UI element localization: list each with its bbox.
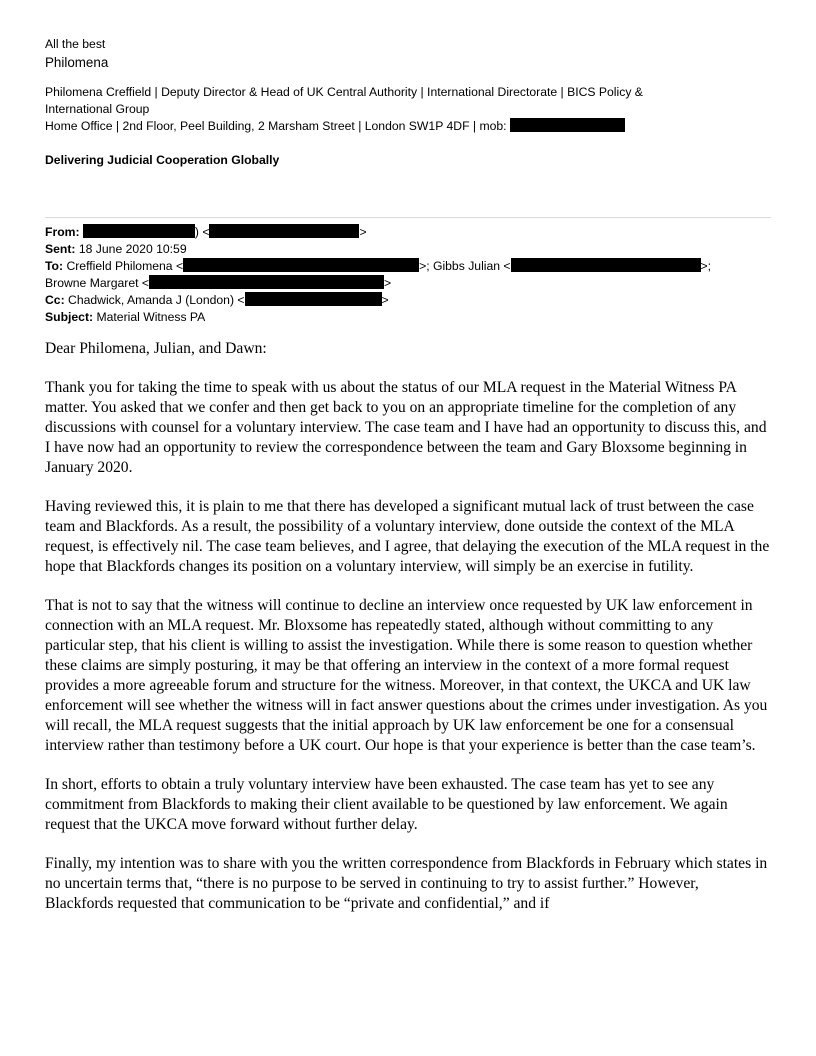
from-label: From: <box>45 225 80 239</box>
redaction-block <box>209 224 359 238</box>
subject-label: Subject: <box>45 310 94 324</box>
from-line <box>45 224 771 241</box>
email-body <box>45 378 771 914</box>
to-line <box>45 258 771 275</box>
cc-end: > <box>381 293 389 307</box>
from-separator: ) < <box>194 225 210 239</box>
to-end: > <box>383 276 392 290</box>
sent-label: Sent: <box>45 242 76 256</box>
signature-address-text: Home Office | 2nd Floor, Peel Building, 2 Marsham Street | London SW1P 4DF | mob: <box>45 119 507 133</box>
sent-value: 18 June 2020 10:59 <box>78 242 187 256</box>
body-paragraph: That is not to say that the witness will continue to decline an interview once requested by UK law enforcement in connection with an MLA request. Mr. Bloxsome has repeatedly stated, although without committing to any particular step, that his client is willing to assist the investigation. While there is some reason to question whether these claims are simply posturing, it may be that offering an interview in the context of a more formal request provides a more agreeable forum and structure for the witness. Moreover, in that context, the UKCA and UK law enforcement will see whether the witness will in fact answer questions about the crimes under investigation. As you will recall, the MLA request suggests that the initial approach by UK law enforcement be one for a consensual interview rather than testimony before a UK court. Our hope is that your experience is better than the case team’s. <box>45 597 768 754</box>
subject-value: Material Witness PA <box>96 310 206 324</box>
redaction-block <box>83 224 195 238</box>
body-paragraph: In short, efforts to obtain a truly voluntary interview have been exhausted. The case team has yet to see any commitment from Blackfords to making their client available to be questioned by law enforcement. We again request that the UKCA move forward without further delay. <box>45 776 728 833</box>
body-paragraph: Thank you for taking the time to speak with us about the status of our MLA request in the Material Witness PA matter. You asked that we confer and then get back to you on an appropriate timeline for the completion of any discussions with counsel for a voluntary interview. The case team and I have had an opportunity to discuss this, and I have now had an opportunity to review the correspondence between the team and Gary Bloxsome beginning in January 2020. <box>45 379 767 476</box>
to-recipient-2: >; Gibbs Julian < <box>419 259 511 273</box>
cc-line <box>45 292 771 309</box>
to-recipient-3: Browne Margaret < <box>45 276 149 290</box>
to-separator: >; <box>700 259 712 273</box>
body-paragraph: Having reviewed this, it is plain to me that there has developed a significant mutual lack of trust between the case team and Blackfords. As a result, the possibility of a voluntary interview, done outside the context of the MLA request, is effectively nil. The case team believes, and I agree, that delaying the execution of the MLA request in the hope that Blackfords changes its position on a voluntary interview, will simply be an exercise in futility. <box>45 498 770 575</box>
redaction-block <box>183 258 419 272</box>
body-paragraph: Finally, my intention was to share with you the written correspondence from Blackfords in February which states in no uncertain terms that, “there is no purpose to be served in continuing to try to assist further.” However, Blackfords requested that communication to be “private and confidential,” and if <box>45 855 768 912</box>
to-recipient-1: Creffield Philomena < <box>66 259 184 273</box>
cc-label: Cc: <box>45 293 65 307</box>
sent-line <box>45 241 771 258</box>
signature-title-line-2: International Group <box>45 102 150 116</box>
redaction-block <box>245 292 382 306</box>
cc-recipient: Chadwick, Amanda J (London) < <box>68 293 245 307</box>
to-line-continued <box>45 275 771 292</box>
email-header <box>45 224 771 326</box>
signature-name: Philomena <box>45 55 109 70</box>
redaction-block <box>149 275 384 289</box>
signature-block <box>45 84 771 135</box>
signature-closing: All the best <box>45 37 106 51</box>
redaction-block <box>511 258 701 272</box>
email-document <box>45 36 771 933</box>
email-greeting: Dear Philomena, Julian, and Dawn: <box>45 340 267 357</box>
redaction-block <box>510 118 625 132</box>
signature-address-line <box>45 118 771 135</box>
signature-tagline: Delivering Judicial Cooperation Globally <box>45 153 280 167</box>
signature-title-line-1: Philomena Creffield | Deputy Director & Head of UK Central Authority | International Directorate | BICS Policy & <box>45 85 643 99</box>
to-label: To: <box>45 259 64 273</box>
spacer <box>45 169 771 217</box>
header-divider <box>45 217 771 218</box>
subject-line <box>45 309 771 326</box>
from-end: > <box>359 225 367 239</box>
